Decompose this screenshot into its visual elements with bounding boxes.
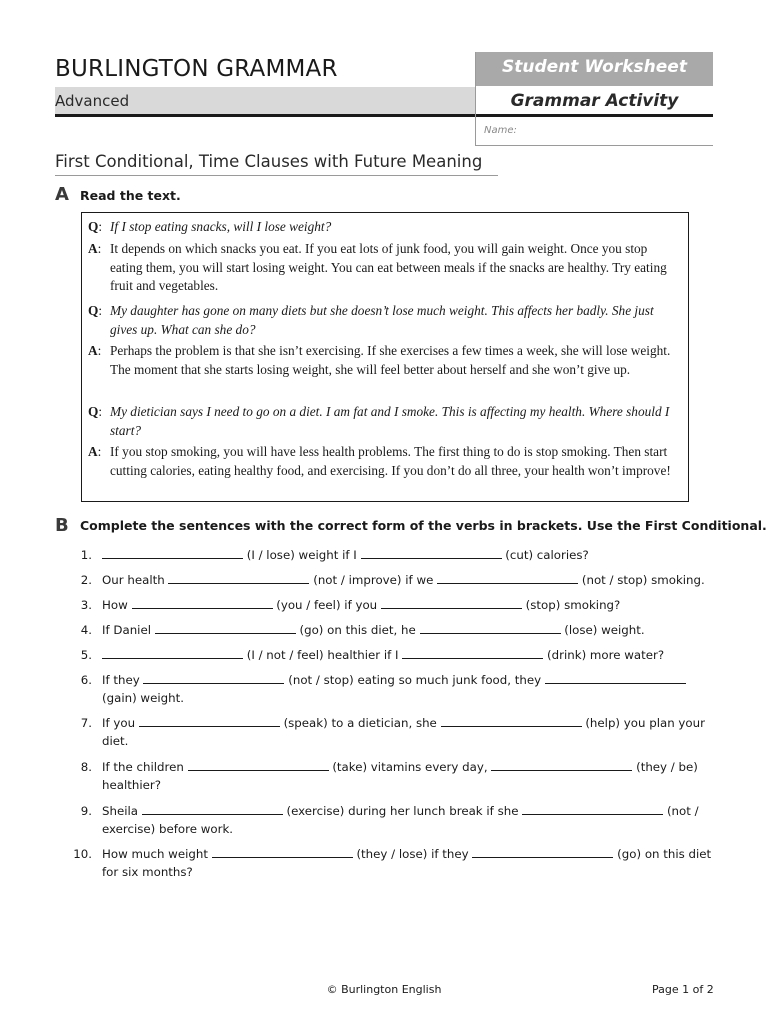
item-number: 2. (80, 573, 92, 587)
level-label: Advanced (55, 92, 130, 110)
qa-answer-1: A: It depends on which snacks you eat. If you eat lots of junk food, you will gain weight. Once you stop eating them, you will start losing weight. You can eat between meals if the snacks are healthy. Try eating fruit and vegetables. (88, 240, 683, 296)
answer-blank[interactable] (132, 598, 273, 609)
name-field-label: Name: (484, 125, 517, 136)
exercise-item-7 (66, 714, 716, 750)
item-number: 5. (80, 648, 92, 662)
header-divider (55, 114, 713, 117)
item-text: (drink) more water? (547, 648, 665, 662)
qa-label: A (88, 241, 98, 256)
qa-question-2: Q: My daughter has gone on many diets but she doesn’t lose much weight. This affects her badly. She just gives up. What can she do? (88, 302, 683, 339)
worksheet-type: Student Worksheet (502, 57, 687, 77)
exercise-item-6 (66, 671, 716, 707)
answer-blank[interactable] (188, 760, 329, 771)
qa-answer-3: A: If you stop smoking, you will have less health problems. The first thing to do is stop smoking. Then start cutting calories, eating healthy food, and exercising. If you don’t do all three, your health won’t improve! (88, 443, 683, 480)
qa-label: Q (88, 404, 99, 419)
qa-label: Q (88, 303, 99, 318)
item-text: (you / feel) if you (276, 598, 378, 612)
answer-blank[interactable] (361, 548, 502, 559)
item-number: 3. (80, 598, 92, 612)
item-text: How (102, 598, 128, 612)
answer-blank[interactable] (491, 760, 632, 771)
brand-title: BURLINGTON GRAMMAR (55, 56, 338, 82)
page-number: Page 1 of 2 (652, 983, 714, 996)
answer-blank[interactable] (437, 573, 578, 584)
item-text: If they (102, 673, 140, 687)
section-a-letter: A (55, 184, 69, 205)
qa-text: My dietician says I need to go on a diet. I am fat and I smoke. This is affecting my health. Where should I start? (110, 404, 670, 438)
item-text: (gain) weight. (102, 691, 184, 705)
item-number: 10. (73, 847, 92, 861)
item-text: (I / not / feel) healthier if I (246, 648, 399, 662)
answer-blank[interactable] (402, 648, 543, 659)
answer-blank[interactable] (102, 648, 243, 659)
item-number: 4. (80, 623, 92, 637)
answer-blank[interactable] (545, 673, 686, 684)
item-text: If you (102, 716, 136, 730)
item-text: (not / improve) if we (313, 573, 434, 587)
item-text: (they / be) healthier? (102, 760, 698, 792)
item-number: 8. (80, 760, 92, 774)
section-a-instruction: Read the text. (80, 188, 181, 203)
answer-blank[interactable] (155, 623, 296, 634)
item-text: (cut) calories? (505, 548, 589, 562)
exercise-item-5 (66, 646, 716, 664)
item-text: (exercise) during her lunch break if she (286, 804, 519, 818)
header-vertical-divider (475, 52, 476, 146)
answer-blank[interactable] (139, 716, 280, 727)
item-text: (not / exercise) before work. (102, 804, 699, 836)
item-number: 7. (80, 716, 92, 730)
item-text: (I / lose) weight if I (246, 548, 357, 562)
item-text: Sheila (102, 804, 139, 818)
answer-blank[interactable] (472, 847, 613, 858)
copyright-notice: © Burlington English (326, 983, 442, 996)
qa-text: My daughter has gone on many diets but she doesn’t lose much weight. This affects her badly. She just gives up. What can she do? (110, 303, 654, 337)
title-underline (55, 175, 498, 176)
exercise-item-2 (66, 571, 716, 589)
answer-blank[interactable] (168, 573, 309, 584)
qa-question-3: Q: My dietician says I need to go on a diet. I am fat and I smoke. This is affecting my health. Where should I start? (88, 403, 683, 440)
exercise-item-9 (66, 802, 716, 838)
answer-blank[interactable] (420, 623, 561, 634)
qa-label: A (88, 444, 98, 459)
item-text: (take) vitamins every day, (332, 760, 488, 774)
qa-text: If I stop eating snacks, will I lose weight? (110, 219, 332, 234)
exercise-item-10 (66, 845, 716, 881)
item-text: (stop) smoking? (525, 598, 621, 612)
qa-text: It depends on which snacks you eat. If you eat lots of junk food, you will gain weight. Once you stop eating them, you will start losing weight. You can eat between meals if the snacks are healthy. Try eating fruit and vegetables. (110, 241, 667, 293)
exercise-item-4 (66, 621, 716, 639)
item-text: If the children (102, 760, 184, 774)
item-text: How much weight (102, 847, 208, 861)
answer-blank[interactable] (102, 548, 243, 559)
exercise-item-3 (66, 596, 716, 614)
answer-blank[interactable] (142, 804, 283, 815)
item-text: If Daniel (102, 623, 151, 637)
exercise-item-1 (66, 546, 716, 564)
item-number: 9. (80, 804, 92, 818)
answer-blank[interactable] (522, 804, 663, 815)
qa-question-1: Q: If I stop eating snacks, will I lose weight? (88, 218, 683, 237)
answer-blank[interactable] (381, 598, 522, 609)
exercise-item-8 (66, 758, 716, 794)
activity-type: Grammar Activity (510, 91, 679, 111)
item-text: (they / lose) if they (356, 847, 469, 861)
item-text: (go) on this diet, he (299, 623, 416, 637)
item-text: Our health (102, 573, 165, 587)
qa-text: If you stop smoking, you will have less health problems. The first thing to do is stop smoking. Then start cutting calories, eating healthy food, and exercising. If you don’t do all three, your health won’t improve! (110, 444, 671, 478)
item-text: (go) on this diet for six months? (102, 847, 712, 879)
name-field-line[interactable] (476, 145, 713, 146)
qa-label: Q (88, 219, 99, 234)
answer-blank[interactable] (143, 673, 284, 684)
item-text: (not / stop) eating so much junk food, they (288, 673, 542, 687)
qa-label: A (88, 343, 98, 358)
item-text: (not / stop) smoking. (581, 573, 705, 587)
qa-answer-2: A: Perhaps the problem is that she isn’t exercising. If she exercises a few times a week, she will lose weight. The moment that she starts losing weight, she will feel better about herself and she won’t give up. (88, 342, 683, 379)
answer-blank[interactable] (441, 716, 582, 727)
qa-text: Perhaps the problem is that she isn’t exercising. If she exercises a few times a week, she will lose weight. The moment that she starts losing weight, she will feel better about herself and she won’t give up. (110, 343, 671, 377)
page-title: First Conditional, Time Clauses with Future Meaning (55, 152, 483, 171)
item-number: 6. (80, 673, 92, 687)
section-b-instruction: Complete the sentences with the correct form of the verbs in brackets. Use the First Conditional. (80, 518, 767, 533)
item-text: (help) you plan your diet. (102, 716, 705, 748)
item-text: (speak) to a dietician, she (283, 716, 437, 730)
item-text: (lose) weight. (564, 623, 645, 637)
item-number: 1. (80, 548, 92, 562)
answer-blank[interactable] (212, 847, 353, 858)
section-b-letter: B (55, 515, 69, 536)
